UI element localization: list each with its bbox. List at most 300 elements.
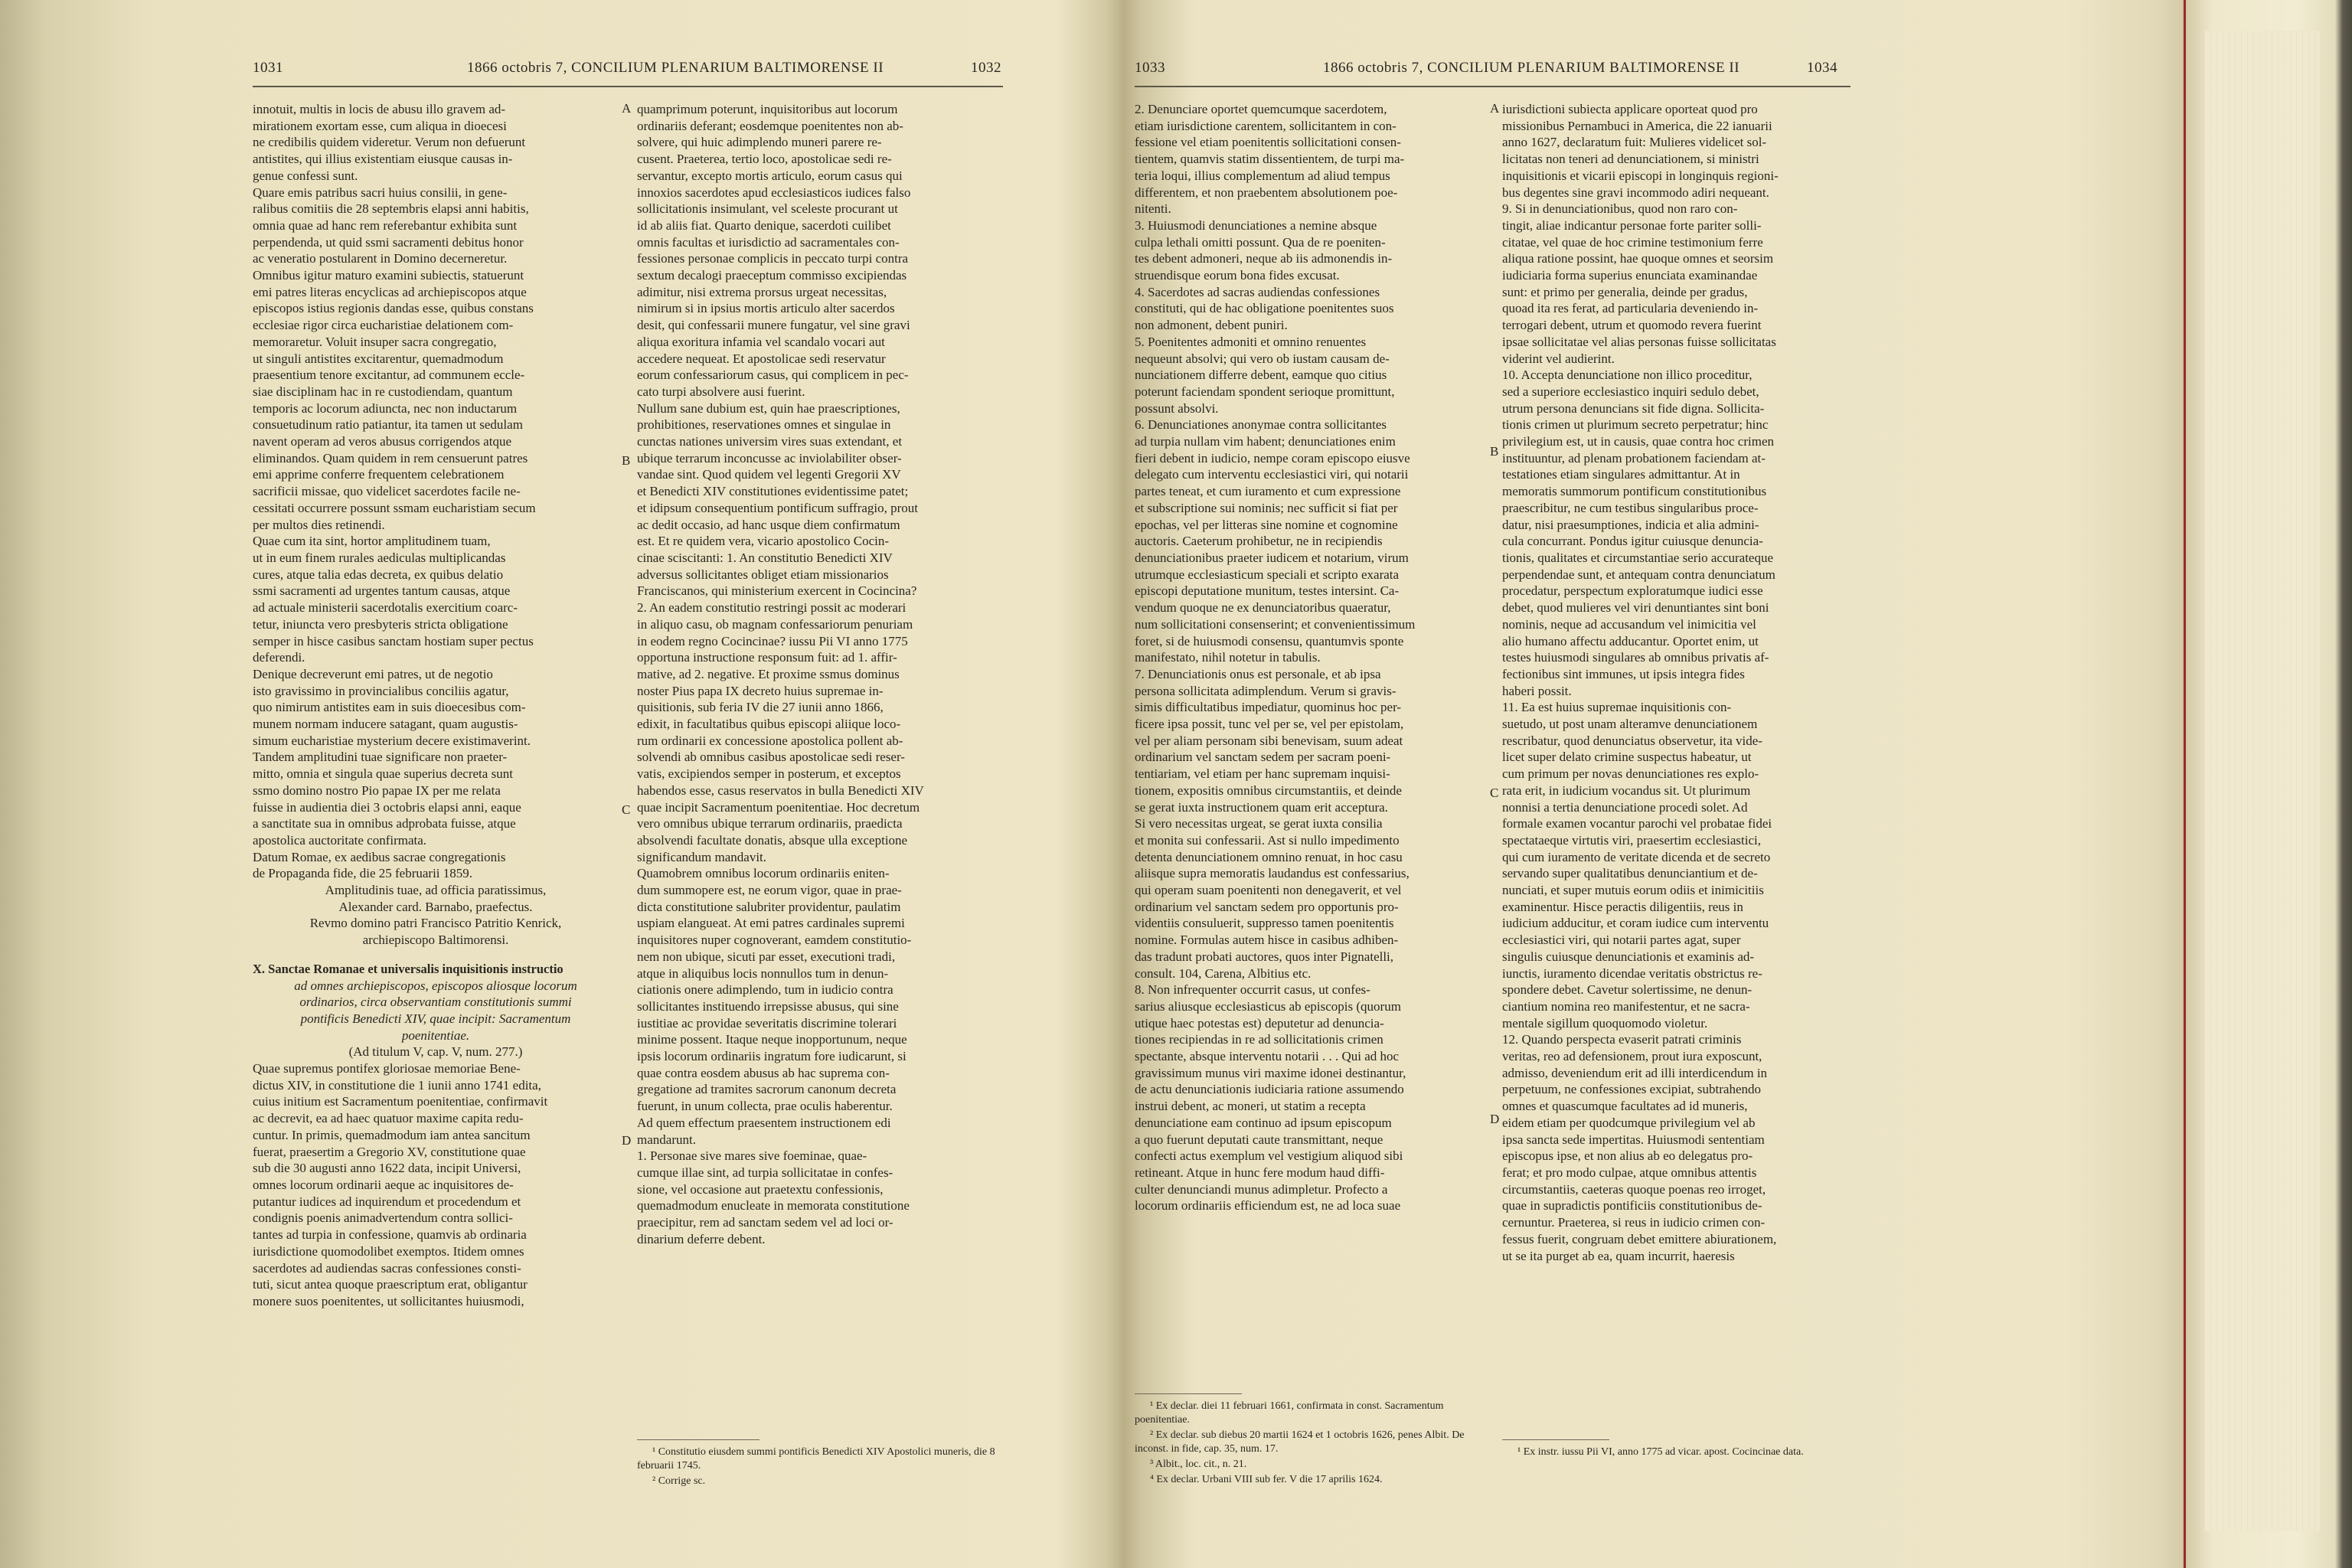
text-line: adimitur, nisi extrema prorsus urgeat necessitas,: [637, 284, 887, 299]
text-line: licet super delato crimine suspectus habeatur, ut: [1502, 750, 1752, 765]
text-line: iustitiae ac providae severitatis discrimine tolerari: [637, 1015, 897, 1031]
section-subtitle: ad omnes archiepiscopos, episcopos aliosque locorum: [294, 978, 577, 993]
text-line: innotuit, multis in locis de abusu illo gravem ad-: [253, 102, 506, 116]
text-line: temporis ac locorum adiuncta, nec non inductarum: [253, 400, 518, 416]
text-line: accedere nequeat. Et apostolicae sedi reservatur: [637, 351, 886, 366]
text-line: sub die 30 augusti anno 1622 data, incipit Universi,: [253, 1161, 521, 1176]
signature-line: Alexander card. Barnabo, praefectus.: [338, 899, 533, 914]
text-line: et idipsum consequentium pontificum suffragio, prout: [637, 500, 919, 515]
text-line: episcopos istius regionis dandas esse, quibus constans: [253, 301, 534, 316]
text-line: viderint vel audierint.: [1502, 351, 1615, 366]
footnote-rule: [1502, 1439, 1609, 1440]
text-line: utique haec potestas est) deputetur ad denuncia-: [1135, 1015, 1384, 1031]
footnote: ² Ex declar. sub diebus 20 martii 1624 et 1 octobris 1626, penes Albit. De inconst. in fide, cap. 35, num. 17.: [1135, 1429, 1465, 1455]
text-line: sollicitantes instituendo irrepsisse abusus, qui sine: [637, 998, 899, 1014]
text-line: utrumque ecclesiasticum speciali et scripto exarata: [1135, 567, 1400, 582]
text-line: fuerat, praesertim a Gregorio XV, constitutione quae: [253, 1144, 526, 1159]
left-column-1: [253, 101, 619, 1310]
text-line: noster Pius papa IX decreto huius supremae in-: [637, 683, 884, 698]
left-footnotes: [637, 1446, 1003, 1490]
text-line: edixit, in facultatibus quibus episcopi aliique loco-: [637, 717, 901, 732]
text-line: 3. Huiusmodi denunciationes a nemine absque: [1135, 217, 1377, 233]
text-line: fessus fuerit, congruam debet emittere abiurationem,: [1502, 1231, 1777, 1246]
text-line: tientem, quamvis statim dissentientem, de turpi ma-: [1135, 152, 1405, 167]
text-line: possunt absolvi.: [1135, 400, 1219, 416]
text-line: nem non ubique, sicuti par esset, executioni tradi,: [637, 949, 896, 964]
footnote-rule: [637, 1439, 760, 1440]
text-line: consult. 104, Carena, Albitius etc.: [1135, 965, 1312, 981]
text-line: tingit, aliae indicantur personae forte pariter solli-: [1502, 217, 1762, 233]
text-line: servantur, excepto mortis articulo, eorum casus qui: [637, 168, 903, 183]
text-line: ipsis locorum ordinariis ingratum fore iudicarunt, si: [637, 1049, 906, 1064]
text-line: omnis facultas et iurisdictio ad sacramentales con-: [637, 234, 900, 250]
text-line: non admonent, debent puniri.: [1135, 318, 1288, 333]
text-line: vel per aliam personam sibi benevisam, suum adeat: [1135, 733, 1403, 748]
text-line: nunciati, et super mutuis eorum odiis et inimicitiis: [1502, 883, 1764, 898]
page-number-right-outer: 1033: [1135, 60, 1165, 76]
text-line: cuius initium est Sacramentum poenitentiae, confirmavit: [253, 1094, 548, 1109]
text-line: vatis, excipiendos semper in posterum, et exceptos: [637, 766, 901, 782]
text-line: isto gravissimo in provincialibus conciliis agatur,: [253, 683, 509, 698]
text-line: sunt: et primo per generalia, deinde per gradus,: [1502, 284, 1748, 299]
text-line: 12. Quando perspecta evaserit patrati criminis: [1502, 1032, 1742, 1047]
text-line: qui cum iuramento de veritate dicenda et de secreto: [1502, 849, 1771, 864]
text-line: mitto, omnia et singula quae superius decreta sunt: [253, 766, 513, 782]
footnote: ² Corrige sc.: [652, 1475, 706, 1487]
text-line: in aliquo casu, ob magnam confessariorum penuriam: [637, 616, 913, 632]
text-line: id ab aliis fiat. Quarto denique, sacerdoti cuilibet: [637, 217, 891, 233]
page-number-left-outer: 1031: [253, 60, 283, 76]
text-line: in eodem regno Cocincinae? iussu Pii VI anno 1775: [637, 633, 908, 648]
text-line: circumstantiis, caeteras quoque poenas reo irroget,: [1502, 1181, 1766, 1197]
footnote: ¹ Ex instr. iussu Pii VI, anno 1775 ad vicar. apost. Cocincinae data.: [1517, 1446, 1804, 1458]
text-line: nimirum si in ipsius mortis articulo alter sacerdos: [637, 301, 895, 316]
right-footnotes-right: [1502, 1446, 1851, 1461]
text-line: sed a superiore ecclesiastico inquiri sedulo debet,: [1502, 384, 1759, 399]
text-line: antistites, qui illius existentiam eiusque causas in-: [253, 152, 513, 167]
text-line: vero omnibus ubique terrarum ordinariis, praedicta: [637, 816, 903, 831]
footnote-rule: [1135, 1393, 1242, 1394]
text-line: Omnibus igitur maturo examini subiectis, statuerunt: [253, 268, 524, 283]
right-footnotes-left: [1135, 1400, 1487, 1488]
text-line: solvendi ab omnibus casibus apostolicae sedi reser-: [637, 750, 905, 765]
text-line: ad actuale ministerii sacerdotalis exercitium coarc-: [253, 600, 518, 616]
text-line: fectionibus sint immunes, ut ipsis integra fides: [1502, 666, 1745, 681]
text-line: spondere debet. Cavetur solertissime, ne denun-: [1502, 982, 1753, 998]
text-line: perpendendae sunt, et antequam contra denunciatum: [1502, 567, 1775, 582]
text-line: quoad ita res ferat, ad particularia deveniendo in-: [1502, 301, 1759, 316]
text-line: ciationis onere adimplendo, tum in iudicio contra: [637, 982, 893, 998]
book-fore-edge: [2182, 0, 2352, 1568]
footnote: ¹ Constitutio eiusdem summi pontificis Benedicti XIV Apostolici muneris, die 8 februarii 1745.: [637, 1446, 995, 1472]
margin-marker-d: D: [1490, 1112, 1500, 1126]
text-line: ut in eum finem rurales aediculas multiplicandas: [253, 550, 506, 565]
text-line: debet, quod mulieres vel viri denuntiantes sint boni: [1502, 600, 1769, 616]
text-line: Ad quem effectum praesentem instructionem edi: [637, 1115, 891, 1130]
text-line: rata erit, in iudicium vocandus sit. Ut plurimum: [1502, 782, 1751, 798]
footnote: ³ Albit., loc. cit., n. 21.: [1150, 1459, 1247, 1470]
text-line: 7. Denunciationis onus est personale, et ab ipsa: [1135, 666, 1381, 681]
text-line: 5. Poenitentes admoniti et omnino renuentes: [1135, 334, 1367, 349]
text-line: sarius aliusque ecclesiasticus ab episcopis (quorum: [1135, 998, 1401, 1014]
text-line: examinentur. Hisce peractis diligentiis, reus in: [1502, 899, 1743, 914]
text-line: tetur, iniuncta vero presbyteris stricta obligatione: [253, 616, 508, 632]
text-line: episcopi deputatione munitum, testes intersint. Ca-: [1135, 583, 1400, 599]
text-line: putantur iudices ad inquirendum et procedendum et: [253, 1194, 521, 1209]
text-line: ferat; et pro modo culpae, atque omnibus attentis: [1502, 1165, 1757, 1180]
text-line: praescribitur, ne cum testibus singularibus proce-: [1502, 500, 1759, 515]
text-line: licitatas non teneri ad denunciationem, si ministri: [1502, 152, 1759, 167]
text-line: eliminandos. Quam quidem in rem censuerunt patres: [253, 450, 528, 466]
text-line: quisitionis, sub feria IV die 27 iunii anno 1866,: [637, 700, 884, 715]
text-line: 1. Personae sive mares sive foeminae, quae-: [637, 1148, 867, 1164]
text-line: cuntur. In primis, quemadmodum iam antea sancitum: [253, 1127, 531, 1142]
text-line: habendos esse, casus reservatos in bulla Benedicti XIV: [637, 782, 924, 798]
text-line: locorum ordinariis efficiendum est, ne ad loca suae: [1135, 1198, 1401, 1214]
text-line: rum ordinarii ex concessione apostolica pollent ab-: [637, 733, 903, 748]
text-line: ficere ipsa possit, tunc vel per se, vel per epistolam,: [1135, 717, 1404, 732]
text-line: 2. An eadem constitutio restringi possit ac moderari: [637, 600, 906, 616]
text-line: aliisque supra memoratis laudandus est confessarius,: [1135, 866, 1410, 881]
text-line: missionibus Pernambuci in America, die 22 ianuarii: [1502, 118, 1772, 133]
text-line: atque in aliquibus locis nonnullos tum in denun-: [637, 965, 889, 981]
text-line: minime possent. Itaque neque inopportunum, neque: [637, 1032, 907, 1047]
text-line: nomine. Formulas autem hisce in casibus adhiben-: [1135, 933, 1399, 948]
text-line: quae incipit Sacramentum poenitentiae. Hoc decretum: [637, 799, 920, 815]
header-rule: [253, 86, 1003, 87]
text-line: sollicitationis insimulant, vel sceleste procurant ut: [637, 201, 898, 217]
text-line: memoratis summorum pontificum constitutionibus: [1502, 484, 1767, 499]
text-line: emi apprime conferre frequentem celebrationem: [253, 467, 505, 482]
text-line: ut se ita purget ab ea, quam incurrit, haeresis: [1502, 1248, 1735, 1263]
text-line: struendisque eorum bona fides excusat.: [1135, 268, 1340, 283]
text-line: anno 1627, declaratum fuit: Mulieres videlicet sol-: [1502, 135, 1767, 150]
text-line: fuerunt, in unum collecta, prae oculis haberentur.: [637, 1099, 893, 1114]
text-line: episcopus ipse, et non alius ab eo delegatus pro-: [1502, 1148, 1753, 1164]
text-line: confecti actus exemplum vel vestigium aliquod sibi: [1135, 1148, 1403, 1164]
section-heading: X. Sanctae Romanae et universalis inquisitionis instructio: [253, 961, 564, 976]
text-line: omnes et quascumque facultates ad id muneris,: [1502, 1099, 1748, 1114]
text-line: omnes locorum ordinarii aeque ac inquisitores de-: [253, 1178, 514, 1192]
text-line: cessitati occurrere possunt ssmam eucharistiam secum: [253, 500, 536, 515]
text-line: tionis, qualitates et circumstantiae serio accurateque: [1502, 550, 1774, 565]
margin-marker-b: B: [622, 453, 631, 468]
text-line: 10. Accepta denunciatione non illico proceditur,: [1502, 368, 1753, 383]
text-line: tentiariam, vel etiam per hanc supremam inquisi-: [1135, 766, 1390, 782]
text-line: siae disciplinam hac in re custodiendam, quantum: [253, 384, 513, 399]
text-line: cato turpi absolvere ausi fuerint.: [637, 384, 805, 399]
text-line: iudicium adducitur, et coram iudice cum interventu: [1502, 916, 1769, 931]
text-line: alio humano affectu adducantur. Oportet enim, ut: [1502, 633, 1759, 648]
text-line: suetudo, ut post unam alteramve denunciationem: [1502, 717, 1758, 732]
text-line: tionis crimen ut plurimum secreto perpetratur; hinc: [1502, 417, 1769, 433]
text-line: spectataeque virtutis viri, praesertim ecclesiastici,: [1502, 832, 1761, 848]
text-line: ac dedit occasio, ad hanc usque diem confirmatum: [637, 517, 900, 532]
text-line: testationes etiam singulares admittantur. At in: [1502, 467, 1740, 482]
text-line: tiones recipiendas in re ad sollicitationis crimen: [1135, 1032, 1383, 1047]
margin-marker-c: C: [1490, 786, 1499, 800]
text-line: et monita sui confessarii. Ast si nullo impedimento: [1135, 832, 1400, 848]
text-line: culter denunciandi munus adimpletur. Profecto a: [1135, 1181, 1388, 1197]
text-line: memoraretur. Voluit insuper sacra congregatio,: [253, 334, 497, 349]
text-line: significandum mandavit.: [637, 849, 767, 864]
section-reference: (Ad titulum V, cap. V, num. 277.): [348, 1044, 523, 1060]
text-line: cum primum per novas denunciationes res explo-: [1502, 766, 1759, 782]
text-line: praesentium tenore excitantur, ad communem eccle-: [253, 368, 525, 383]
text-line: ralibus comitiis die 28 septembris elapsi anni habitis,: [253, 201, 529, 217]
text-line: poterunt faciendam spondent serioque promittunt,: [1135, 384, 1395, 399]
text-line: ipsae sollicitatae vel alias personas fuisse sollicitatas: [1502, 334, 1776, 349]
text-line: a sanctitate sua in omnibus adprobata fuisse, atque: [253, 816, 516, 831]
text-line: foret, si de huiusmodi consensu, quantumvis sponte: [1135, 633, 1404, 648]
left-column-2: [637, 101, 1003, 1248]
right-column-2: [1502, 101, 1851, 1264]
right-page: [1125, 0, 2182, 1568]
text-line: utrum persona denuncians sit fide digna. Sollicita-: [1502, 400, 1765, 416]
text-line: ciantium nomina reo manifestentur, et ne sacra-: [1502, 998, 1750, 1014]
text-line: iudiciaria forma superius enunciata examinandae: [1502, 268, 1758, 283]
text-line: a quo fuerunt deputati caute transmittant, neque: [1135, 1132, 1383, 1147]
text-line: ubique terrarum inconcusse ac inviolabiliter obser-: [637, 450, 902, 466]
text-line: persona sollicitata adimplendum. Verum si gravis-: [1135, 683, 1396, 698]
text-line: cinae sciscitanti: 1. An constitutio Benedicti XIV: [637, 550, 893, 565]
margin-marker-a: A: [622, 101, 632, 116]
page-number-right-inner: 1034: [1807, 60, 1838, 76]
text-line: instituuntur, ad plenam probationem faciendam at-: [1502, 450, 1766, 466]
text-line: iunctis, iuramento dicendae veritatis obstrictus re-: [1502, 965, 1762, 981]
text-line: quae in supradictis pontificiis constitutionibus de-: [1502, 1198, 1762, 1214]
text-line: de Propaganda fide, die 25 februarii 1859.: [253, 866, 473, 881]
text-line: 4. Sacerdotes ad sacras audiendas confessiones: [1135, 284, 1380, 299]
text-line: 8. Non infrequenter occurrit casus, ut confes-: [1135, 982, 1370, 998]
text-line: das tradunt probati auctores, quos inter Pignatelli,: [1135, 949, 1394, 964]
text-line: et Benedicti XIV constitutiones evidentissime patet;: [637, 484, 909, 499]
text-line: monere suos poenitentes, ut sollicitantes huiusmodi,: [253, 1293, 524, 1308]
text-line: singulis cuiusque denunciationis et examinis ad-: [1502, 949, 1755, 964]
text-line: teria loqui, illius complementum ad aliud tempus: [1135, 168, 1390, 183]
text-line: absolvendi facultate donatis, absque ulla exceptione: [637, 832, 908, 848]
text-line: uspiam elangueat. At emi patres cardinales supremi: [637, 916, 905, 931]
text-line: eorum confessariorum casus, qui complicem in pec-: [637, 368, 909, 383]
right-column-1: [1135, 101, 1487, 1214]
text-line: ac decrevit, ea ad haec quatuor maxime capita redu-: [253, 1111, 524, 1126]
margin-marker-c: C: [622, 802, 631, 817]
text-line: apostolica auctoritate confirmata.: [253, 832, 427, 848]
text-line: ordinarium vel sanctam sedem pro opportunis pro-: [1135, 899, 1399, 914]
text-line: denunciationibus praeter iudicem et notarium, virum: [1135, 550, 1409, 565]
text-line: auctoris. Caeterum prohibetur, ne in recipiendis: [1135, 534, 1383, 549]
text-line: gravissimum munus viri maxime idonei destinantur,: [1135, 1065, 1406, 1080]
text-line: cernuntur. Praeterea, si reus in iudicio crimen con-: [1502, 1215, 1766, 1230]
text-line: nunciationem differre debent, eamque quo citius: [1135, 368, 1387, 383]
text-line: datur, nisi praesumptiones, indicia et alia admini-: [1502, 517, 1759, 532]
text-line: ordinariis deferant; eosdemque poenitentes non ab-: [637, 118, 903, 133]
text-line: praecipitur, rem ad sanctam sedem vel ad loci or-: [637, 1215, 893, 1230]
red-edge-line: [2184, 0, 2186, 1568]
text-line: ssmo domino nostro Pio papae IX per me relata: [253, 782, 501, 798]
text-line: servando super qualitatibus denunciantium et de-: [1502, 866, 1758, 881]
section-subtitle: poenitentiae.: [401, 1027, 470, 1043]
text-line: formale examen vocantur parochi vel probatae fidei: [1502, 816, 1772, 831]
text-line: adversus sollicitantes obliget etiam missionarios: [637, 567, 889, 582]
page-stack: [2205, 31, 2320, 1531]
text-line: tantes ad turpia in confessione, quamvis ab ordinaria: [253, 1227, 527, 1243]
text-line: nonnisi a tertia denunciatione procedi solet. Ad: [1502, 799, 1748, 815]
text-line: mentale sigillum quoquomodo violetur.: [1502, 1015, 1708, 1031]
text-line: dictus XIV, in constitutione die 1 iunii anno 1741 edita,: [253, 1077, 541, 1093]
text-line: 11. Ea est huius supremae inquisitionis con-: [1502, 700, 1732, 715]
text-line: iurisdictione quomodolibet exemptos. Itidem omnes: [253, 1243, 524, 1259]
text-line: est. Et re quidem vera, vicario apostolico Cocin-: [637, 534, 890, 549]
text-line: denunciatione eam continuo ad ipsum episcopum: [1135, 1115, 1392, 1130]
text-line: emi patres literas encyclicas ad archiepiscopos atque: [253, 284, 527, 299]
signature-line: archiepiscopo Baltimorensi.: [362, 933, 509, 948]
text-line: retineant. Atque in hunc fere modum haud diffi-: [1135, 1165, 1385, 1180]
text-line: consuetudinum ratio patiantur, ita tamen ut sedulam: [253, 417, 523, 433]
text-line: fessione vel etiam poenitentis sollicitationi consen-: [1135, 135, 1401, 150]
text-line: desit, qui confessarii munere fungatur, vel sine gravi: [637, 318, 910, 333]
text-line: Quare emis patribus sacri huius consilii, in gene-: [253, 185, 508, 200]
running-title-right: 1866 octobris 7, CONCILIUM PLENARIUM BALTIMORENSE II: [1322, 60, 1740, 76]
text-line: inquisitores nuper cognoverant, eamdem constitutio-: [637, 933, 912, 948]
text-line: opportuna instructione responsum fuit: ad 1. affir-: [637, 650, 897, 665]
text-line: quamprimum poterunt, inquisitoribus aut locorum: [637, 102, 898, 116]
text-line: quemadmodum enucleate in memorata constitutione: [637, 1198, 910, 1214]
text-line: spectante, absque interventu notarii . . . Qui ad hoc: [1135, 1049, 1400, 1064]
text-line: fessiones personae complicis in peccato turpi contra: [637, 251, 909, 266]
signature-line: Amplitudinis tuae, ad officia paratissimus,: [325, 883, 547, 898]
text-line: et subscriptione sui nominis; nec sufficit si fiat per: [1135, 500, 1398, 515]
margin-marker-a: A: [1490, 101, 1500, 116]
text-line: per multos dies retinendi.: [253, 517, 385, 532]
text-line: de actu denunciationis iudiciaria ratione assumendo: [1135, 1082, 1404, 1097]
text-line: procedatur, perspectum exploratumque iudici esse: [1502, 583, 1763, 599]
text-line: dicta constitutione salubriter providentur, paulatim: [637, 899, 901, 914]
text-line: aliqua ratione possint, hae quoque omnes et seorsim: [1502, 251, 1774, 266]
text-line: ordinarium vel sanctam sedem per sacram poeni-: [1135, 750, 1391, 765]
footnote: ¹ Ex declar. diei 11 februari 1661, confirmata in const. Sacramentum poenitentiae.: [1135, 1400, 1444, 1426]
text-line: ut singuli antistites excitarentur, quemadmodum: [253, 351, 504, 366]
text-line: perpetuum, ne confessiones excipiat, subtrahendo: [1502, 1082, 1762, 1097]
text-line: instrui debent, ac moneri, ut statim a recepta: [1135, 1099, 1366, 1114]
text-line: omnia quae ad hanc rem referebantur exhibita sunt: [253, 217, 518, 233]
text-line: privilegium est, ut in causis, quae contra hoc crimen: [1502, 434, 1775, 449]
text-line: navent operam ad veros abusus corrigendos atque: [253, 434, 511, 449]
text-line: cunctas nationes universim vires suas extendant, et: [637, 434, 903, 449]
text-line: cula concurrant. Pondus igitur cuiusque denuncia-: [1502, 534, 1763, 549]
text-line: semper in hisce casibus sanctam hostiam super pectus: [253, 633, 534, 648]
text-line: detenta denunciationem omnino renuat, in hoc casu: [1135, 849, 1403, 864]
text-line: etiam iurisdictione carentem, sollicitantem in con-: [1135, 118, 1396, 133]
text-line: ad turpia nullam vim habent; denunciationes enim: [1135, 434, 1396, 449]
text-line: Datum Romae, ex aedibus sacrae congregationis: [253, 849, 506, 864]
text-line: bus degentes sine gravi incommodo adiri nequeant.: [1502, 185, 1769, 200]
text-line: quo nimirum antistites eam in suis dioecesibus com-: [253, 700, 526, 715]
text-line: num sollicitationi consenserint; et convenientissimum: [1135, 616, 1416, 632]
text-line: ssmi sacramenti ad urgentes tantum causas, atque: [253, 583, 511, 599]
text-line: constituti, qui de hac obligatione poenitentes suos: [1135, 301, 1394, 316]
text-line: vandae sint. Quod quidem vel legenti Gregorii XV: [637, 467, 901, 482]
text-line: munem normam inducere satagant, quam augustis-: [253, 717, 518, 732]
footnote: ⁴ Ex declar. Urbani VIII sub fer. V die 17 aprilis 1624.: [1150, 1474, 1383, 1485]
text-line: rescribatur, quod denunciatus observetur, ita vide-: [1502, 733, 1762, 748]
text-line: veritas, reo ad defensionem, prout iura exposcunt,: [1502, 1049, 1762, 1064]
text-line: nominis, neque ad accusandum vel inimicitia vel: [1502, 616, 1756, 632]
left-page: [0, 0, 1102, 1568]
text-line: cusent. Praeterea, tertio loco, apostolicae sedi re-: [637, 152, 892, 167]
text-line: vendum quoque ne ex denunciatoribus quaeratur,: [1135, 600, 1391, 616]
text-line: ecclesiae rigor circa eucharistiae delationem com-: [253, 318, 514, 333]
text-line: qui operam suam poenitenti non denegaverit, et vel: [1135, 883, 1402, 898]
text-line: mirationem exortam esse, cum aliqua in dioecesi: [253, 118, 507, 133]
margin-marker-d: D: [622, 1133, 632, 1148]
text-line: tuti, sicut antea quoque praescriptum erat, obligantur: [253, 1277, 528, 1292]
text-line: nitenti.: [1135, 201, 1171, 217]
text-line: quae contra eosdem abusus ab hac suprema con-: [637, 1065, 890, 1080]
text-line: cumque illae sint, ad turpia sollicitatae in confes-: [637, 1165, 893, 1180]
text-line: ne credibilis quidem videretur. Verum non defuerunt: [253, 135, 526, 150]
text-line: epochas, vel per litteras sine nomine et cognomine: [1135, 517, 1398, 532]
text-line: cures, atque talia edas decreta, ex quibus delatio: [253, 567, 504, 582]
text-line: sacrificii missae, quo videlicet sacerdotes facile ne-: [253, 484, 521, 499]
text-line: 6. Denunciationes anonymae contra sollicitantes: [1135, 417, 1387, 433]
text-line: iurisdictioni subiecta applicare oporteat quod pro: [1502, 102, 1758, 116]
text-line: ecclesiastici viri, qui notarii partes agat, super: [1502, 933, 1741, 948]
text-line: genue confessi sunt.: [253, 168, 358, 183]
text-line: dum summopere est, ne eorum vigor, quae in prae-: [637, 883, 902, 898]
text-line: 2. Denunciare oportet quemcumque sacerdotem,: [1135, 102, 1387, 116]
text-line: tionem, expositis omnibus circumstantiis, et deinde: [1135, 782, 1402, 798]
text-line: innoxios sacerdotes apud ecclesiasticos iudices falso: [637, 185, 911, 200]
text-line: gregatione ad tramites sacrorum canonum decreta: [637, 1082, 897, 1097]
text-line: sacerdotes ad audiendas sacras confessiones consti-: [253, 1260, 521, 1276]
text-line: sextum decalogi praeceptum commisso excipiendas: [637, 268, 907, 283]
text-line: eidem etiam per quodcumque privilegium vel ab: [1502, 1115, 1756, 1130]
text-line: aliqua exoritura infamia vel scandalo vocari aut: [637, 334, 885, 349]
text-line: Tandem amplitudini tuae significare non praeter-: [253, 750, 508, 765]
page-number-left-inner: 1032: [971, 60, 1001, 76]
text-line: 9. Si in denunciationibus, quod non raro con-: [1502, 201, 1738, 217]
text-line: terrogari debent, utrum et quomodo revera fuerint: [1502, 318, 1762, 333]
text-line: partes teneat, et cum iuramento et cum expressione: [1135, 484, 1401, 499]
text-line: Nullum sane dubium est, quin hae praescriptiones,: [637, 400, 900, 416]
text-line: videntiis consuluerit, suppresso tamen poenitentis: [1135, 916, 1394, 931]
text-line: culpa lethali omitti possunt. Qua de re poeniten-: [1135, 234, 1386, 250]
text-line: prohibitiones, reservationes omnes et singulae in: [637, 417, 891, 433]
text-line: deferendi.: [253, 650, 305, 665]
text-line: sione, vel occasione aut praetextu confessionis,: [637, 1181, 884, 1197]
text-line: nequeunt absolvi; qui vero ob iustam causam de-: [1135, 351, 1390, 366]
signature-line: Revmo domino patri Francisco Patritio Kenrick,: [309, 916, 562, 931]
text-line: admisso, deveniendum erit ad illi interdicendum in: [1502, 1065, 1768, 1080]
text-line: delegato cum interventu ecclesiastici viri, qui notarii: [1135, 467, 1409, 482]
text-line: simis difficultatibus impediatur, quominus hoc per-: [1135, 700, 1402, 715]
text-line: Denique decreverunt emi patres, ut de negotio: [253, 666, 493, 681]
section-subtitle: pontificis Benedicti XIV, quae incipit: Sacramentum: [300, 1011, 571, 1026]
text-line: citatae, vel quae de hoc crimine testimonium ferre: [1502, 234, 1763, 250]
text-line: dinarium deferre debent.: [637, 1231, 766, 1246]
text-line: testes huiusmodi singulares ab omnibus privatis af-: [1502, 650, 1769, 665]
running-title-left: 1866 octobris 7, CONCILIUM PLENARIUM BALTIMORENSE II: [466, 60, 884, 76]
text-line: Si vero necessitas urgeat, se gerat iuxta consilia: [1135, 816, 1383, 831]
text-line: differentem, et non praebentem absolutionem poe-: [1135, 185, 1398, 200]
header-rule: [1135, 86, 1851, 87]
text-line: mative, ad 2. negative. Et proxime ssmus dominus: [637, 666, 900, 681]
text-line: mandarunt.: [637, 1132, 696, 1147]
text-line: condignis poenis animadvertendum contra sollici-: [253, 1210, 513, 1226]
text-line: inquisitionis et vicarii episcopi in longinquis regioni-: [1502, 168, 1779, 183]
text-line: manifestato, nihil notetur in tabulis.: [1135, 650, 1321, 665]
